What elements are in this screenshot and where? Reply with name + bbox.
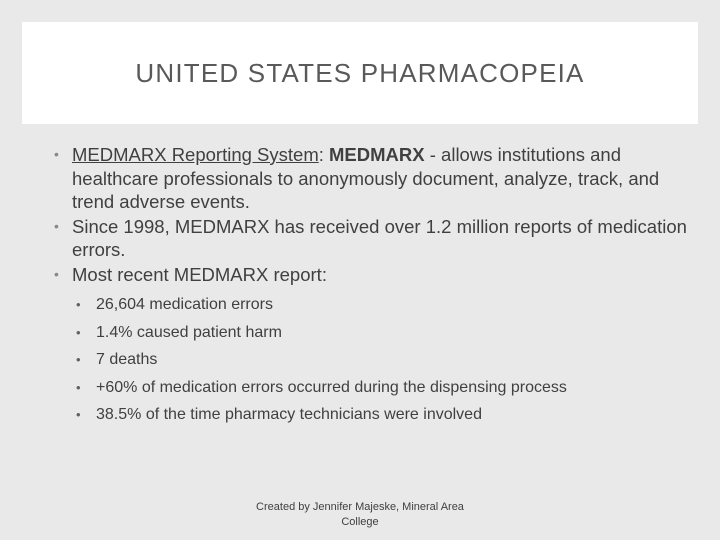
- slide-footer: Created by Jennifer Majeske, Mineral Area College: [256, 501, 464, 528]
- bullet-marker: •: [54, 217, 59, 234]
- medmarx-bold-text: MEDMARX: [329, 144, 425, 165]
- bullet-marker: •: [76, 324, 81, 340]
- bullet-marker: •: [76, 352, 81, 367]
- sub-bullet: [76, 346, 694, 374]
- bullet-marker: •: [76, 407, 81, 422]
- bullet-marker: •: [54, 146, 59, 162]
- bullet-since-1998: [54, 215, 694, 262]
- title-box: [22, 22, 698, 124]
- medmarx-link[interactable]: MEDMARX Reporting System: [72, 144, 319, 165]
- bullet-marker: •: [76, 379, 81, 395]
- sub-bullet: [76, 374, 694, 402]
- bullet-text: - allows institutions and healthcare professionals to anonymously document, analyze, track, and trend adverse events.: [72, 144, 660, 212]
- bullet-marker: •: [54, 265, 59, 282]
- sub-bullet: [76, 291, 694, 319]
- sub-bullet-text: 1.4% caused patient harm: [96, 323, 282, 341]
- bullet-text: Since 1998, MEDMARX has received over 1.2 million reports of medication errors.: [72, 215, 687, 260]
- bullet-text: Most recent MEDMARX report:: [72, 263, 327, 285]
- report-sublist: [54, 291, 694, 429]
- bullet-marker: •: [76, 297, 81, 312]
- separator-text: :: [318, 144, 330, 165]
- sub-bullet-text: 26,604 medication errors: [96, 296, 273, 313]
- bullet-medmarx-system: [54, 143, 694, 214]
- sub-bullet: [76, 319, 694, 347]
- bullet-recent-report: [54, 263, 694, 287]
- slide-title: UNITED STATES PHARMACOPEIA: [135, 57, 585, 88]
- sub-bullet: [76, 401, 694, 429]
- sub-bullet-text: 38.5% of the time pharmacy technicians were involved: [96, 406, 482, 423]
- slide-content: [54, 143, 694, 429]
- sub-bullet-text: +60% of medication errors occurred during the dispensing process: [96, 378, 567, 396]
- sub-bullet-text: 7 deaths: [96, 351, 158, 368]
